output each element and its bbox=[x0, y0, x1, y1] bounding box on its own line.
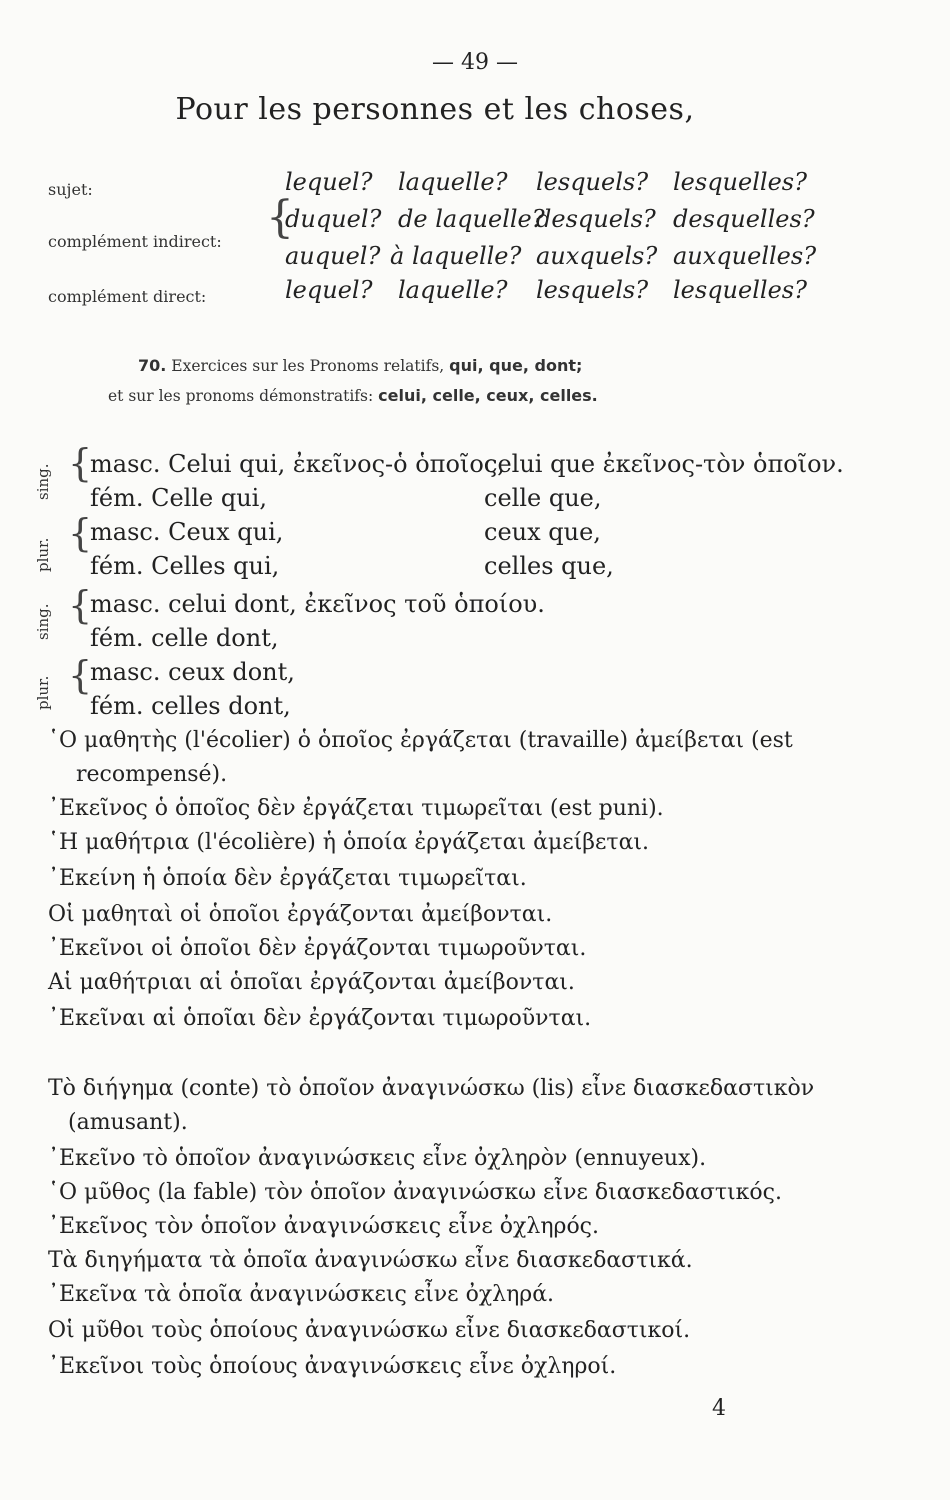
cell: auxquels? bbox=[536, 242, 658, 270]
exercise-line2: et sur les pronoms démonstratifs: bbox=[108, 387, 374, 405]
brace: { bbox=[266, 192, 294, 243]
example-sentence: ᾿Εκεῖνος τὸν ὁποῖον ἀναγινώσκεις εἶνε ὀχληρός. bbox=[48, 1214, 599, 1239]
cell: lesquelles? bbox=[673, 168, 807, 196]
example-sentence: Τὰ διηγήματα τὰ ὁποῖα ἀναγινώσκω εἶνε διασκεδαστικά. bbox=[48, 1248, 693, 1273]
cell: desquels? bbox=[536, 205, 656, 233]
form-line: fém. Celles qui, bbox=[90, 552, 280, 580]
example-sentence: Τὸ διήγημα (conte) τὸ ὁποῖον ἀναγινώσκω (lis) εἶνε διασκεδαστικὸν bbox=[48, 1076, 815, 1101]
example-sentence: ᾿Εκεῖναι αἱ ὁποῖαι δὲν ἐργάζονται τιμωροῦνται. bbox=[48, 1006, 592, 1031]
exercise-line1: Exercices sur les Pronoms relatifs, bbox=[171, 357, 445, 375]
cell: à laquelle? bbox=[390, 242, 522, 270]
example-sentence: recompensé). bbox=[76, 762, 228, 787]
label-direct: complément direct: bbox=[48, 287, 207, 306]
form-line: fém. Celle qui, bbox=[90, 484, 267, 512]
cell: lesquelles? bbox=[673, 276, 807, 304]
cell: desquelles? bbox=[673, 205, 815, 233]
brace: { bbox=[68, 511, 93, 555]
exercise-title bbox=[138, 356, 582, 375]
page-number: — 49 — bbox=[432, 50, 518, 75]
side-label-plur: plur. bbox=[34, 675, 52, 710]
brace: { bbox=[68, 441, 93, 485]
form-line: fém. celle dont, bbox=[90, 624, 279, 652]
example-sentence: ᾿Εκεῖνοι τοὺς ὁποίους ἀναγινώσκεις εἶνε ὀχληροί. bbox=[48, 1354, 617, 1379]
label-sujet: sujet: bbox=[48, 180, 93, 199]
side-label-plur: plur. bbox=[34, 537, 52, 572]
cell: de laquelle? bbox=[398, 205, 545, 233]
example-sentence: ᾿Εκεῖνα τὰ ὁποῖα ἀναγινώσκεις εἶνε ὀχληρά. bbox=[48, 1282, 555, 1307]
example-sentence: (amusant). bbox=[68, 1110, 188, 1135]
example-sentence: ᾿Εκεῖνος ὁ ὁποῖος δὲν ἐργάζεται τιμωρεῖται (est puni). bbox=[48, 796, 664, 821]
cell: laquelle? bbox=[398, 276, 508, 304]
section-heading: Pour les personnes et les choses, bbox=[175, 92, 695, 127]
side-label-sing: sing. bbox=[34, 603, 52, 640]
example-sentence: Οἱ μαθηταὶ οἱ ὁποῖοι ἐργάζονται ἀμείβονται. bbox=[48, 902, 553, 927]
example-sentence: ᾿Εκεῖνο τὸ ὁποῖον ἀναγινώσκεις εἶνε ὀχληρὸν (ennuyeux). bbox=[48, 1146, 707, 1171]
example-sentence: ῾Ο μῦθος (la fable) τὸν ὁποῖον ἀναγινώσκω εἶνε διασκεδαστικός. bbox=[48, 1180, 782, 1205]
brace: { bbox=[68, 583, 93, 627]
form-line: masc. Celui qui, ἐκεῖνος-ὁ ὁποῖος, bbox=[90, 450, 505, 478]
form-line: celles que, bbox=[484, 552, 614, 580]
form-line: fém. celles dont, bbox=[90, 692, 291, 720]
cell: auxquelles? bbox=[673, 242, 817, 270]
form-line: masc. celui dont, ἐκεῖνος τοῦ ὁποίου. bbox=[90, 590, 545, 618]
cell: lequel? bbox=[285, 276, 373, 304]
brace: { bbox=[68, 653, 93, 697]
form-line: celle que, bbox=[484, 484, 602, 512]
cell: lesquels? bbox=[536, 168, 649, 196]
side-label-sing: sing. bbox=[34, 463, 52, 500]
example-sentence: ῾Ο μαθητὴς (l'écolier) ὁ ὁποῖος ἐργάζεται (travaille) ἀμείβεται (est bbox=[48, 728, 793, 753]
signature-mark: 4 bbox=[712, 1396, 726, 1421]
cell: auquel? bbox=[285, 242, 381, 270]
example-sentence: Οἱ μῦθοι τοὺς ὁποίους ἀναγινώσκω εἶνε διασκεδαστικοί. bbox=[48, 1318, 691, 1343]
exercise-line1-bold: qui, que, dont; bbox=[449, 356, 583, 375]
label-indirect: complément indirect: bbox=[48, 232, 222, 251]
form-line: celui que ἐκεῖνος-τὸν ὁποῖον. bbox=[484, 450, 844, 478]
example-sentence: ᾿Εκείνη ἡ ὁποία δὲν ἐργάζεται τιμωρεῖται. bbox=[48, 866, 527, 891]
cell: lesquels? bbox=[536, 276, 649, 304]
form-line: masc. Ceux qui, bbox=[90, 518, 284, 546]
cell: duquel? bbox=[285, 205, 382, 233]
cell: lequel? bbox=[285, 168, 373, 196]
example-sentence: Αἱ μαθήτριαι αἱ ὁποῖαι ἐργάζονται ἀμείβονται. bbox=[48, 970, 575, 995]
example-sentence: ῾Η μαθήτρια (l'écolière) ἡ ὁποία ἐργάζεται ἀμείβεται. bbox=[48, 830, 650, 855]
example-sentence: ᾿Εκεῖνοι οἱ ὁποῖοι δὲν ἐργάζονται τιμωροῦνται. bbox=[48, 936, 587, 961]
form-line: ceux que, bbox=[484, 518, 601, 546]
exercise-number: 70. bbox=[138, 356, 167, 375]
form-line: masc. ceux dont, bbox=[90, 658, 295, 686]
exercise-line2-bold: celui, celle, ceux, celles. bbox=[378, 386, 598, 405]
exercise-subtitle bbox=[108, 386, 598, 405]
cell: laquelle? bbox=[398, 168, 508, 196]
